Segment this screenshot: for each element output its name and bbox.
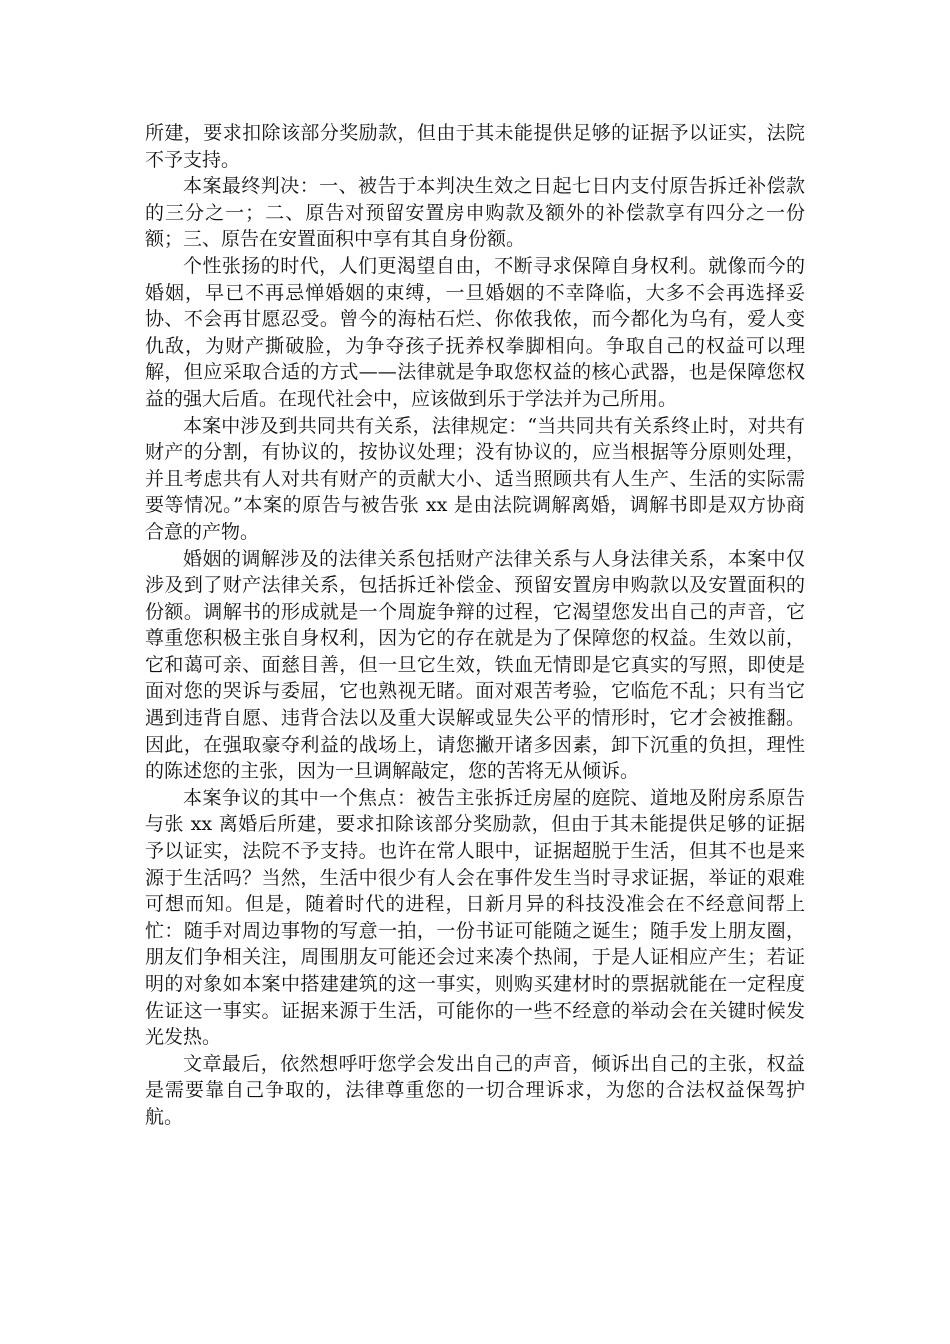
paragraph-4: 本案中涉及到共同共有关系，法律规定：“当共同共有关系终止时，对共有财产的分割，有协议的，按协议处理；没有协议的，应当根据等分原则处理，并且考虑共有人对共有财产的贡献大小、适当照顾共有人生产、生活的实际需要等情况。”本案的原告与被告张 xx 是由法院调解离婚，调解书即是双方协商合意的产物。 xyxy=(145,414,805,543)
paragraph-3: 个性张扬的时代，人们更渴望自由，不断寻求保障自身权利。就像而今的婚姻，早已不再忌惮婚姻的束缚，一旦婚姻的不幸降临，大多不会再选择妥协、不会再甘愿忍受。曾今的海枯石烂、你侬我侬，而今都化为乌有，爱人变仇敌，为财产撕破脸，为争夺孩子抚养权拳脚相向。争取自己的权益可以理解，但应采取合适的方式——法律就是争取您权益的核心武器，也是保障您权益的强大后盾。在现代社会中，应该做到乐于学法并为己所用。 xyxy=(145,254,805,410)
paragraph-1: 所建，要求扣除该部分奖励款，但由于其未能提供足够的证据予以证实，法院不予支持。 xyxy=(145,122,805,171)
document-body xyxy=(145,120,805,1131)
paragraph-2: 本案最终判决：一、被告于本判决生效之日起七日内支付原告拆迁补偿款的三分之一；二、原告对预留安置房申购款及额外的补偿款享有四分之一份额；三、原告在安置面积中享有其自身份额。 xyxy=(145,175,805,251)
paragraph-7: 文章最后，依然想呼吁您学会发出自己的声音，倾诉出自己的主张，权益是需要靠自己争取的，法律尊重您的一切合理诉求，为您的合法权益保驾护航。 xyxy=(145,1052,805,1128)
paragraph-5: 婚姻的调解涉及的法律关系包括财产法律关系与人身法律关系，本案中仅涉及到了财产法律关系，包括拆迁补偿金、预留安置房申购款以及安置面积的份额。调解书的形成就是一个周旋争辩的过程，它渴望您发出自己的声音，它尊重您积极主张自身权利，因为它的存在就是为了保障您的权益。生效以前，它和蔼可亲、面慈目善，但一旦它生效，铁血无情即是它真实的写照，即使是面对您的哭诉与委屈，它也熟视无睹。面对艰苦考验，它临危不乱；只有当它遇到违背自愿、违背合法以及重大误解或显失公平的情形时，它才会被推翻。因此，在强取豪夺利益的战场上，请您撇开诸多因素，卸下沉重的负担，理性的陈述您的主张，因为一旦调解敲定，您的苦将无从倾诉。 xyxy=(145,547,805,783)
paragraph-6: 本案争议的其中一个焦点：被告主张拆迁房屋的庭院、道地及附房系原告与张 xx 离婚后所建，要求扣除该部分奖励款，但由于其未能提供足够的证据予以证实，法院不予支持。也许在常人眼中，证据超脱于生活，但其不也是来源于生活吗？当然，生活中很少有人会在事件发生当时寻求证据，举证的艰难可想而知。但是，随着时代的进程，日新月异的科技没准会在不经意间帮上忙：随手对周边事物的写意一拍，一份书证可能随之诞生；随手发上朋友圈，朋友们争相关注，周围朋友可能还会过来凑个热闹，于是人证相应产生；若证明的对象如本案中搭建建筑的这一事实，则购买建材时的票据就能在一定程度佐证这一事实。证据来源于生活，可能你的一些不经意的举动会在关键时候发光发热。 xyxy=(145,786,805,1049)
